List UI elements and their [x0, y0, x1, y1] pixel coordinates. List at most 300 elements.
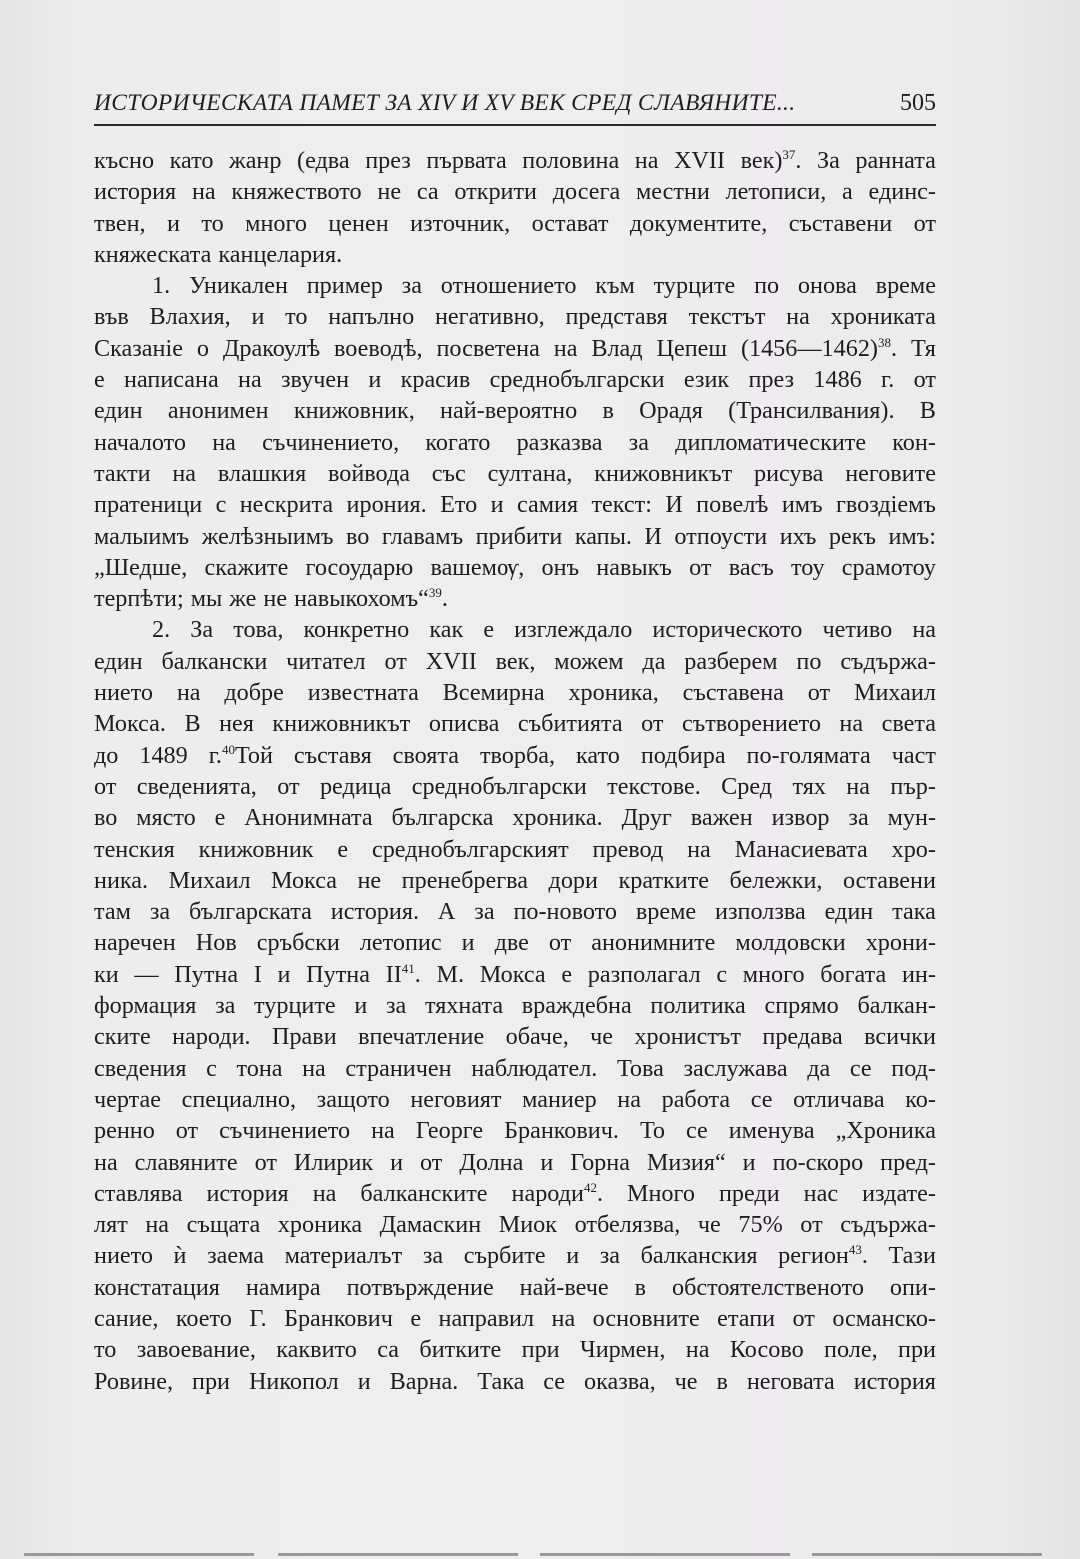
- word: по: [754, 272, 780, 300]
- word: за: [848, 804, 869, 832]
- word: спрямо: [764, 992, 839, 1020]
- text-line: [94, 740, 936, 771]
- word: бележки,: [729, 866, 823, 894]
- word: васъ: [728, 553, 774, 581]
- word: мун-: [887, 804, 936, 832]
- word: половина: [522, 147, 620, 174]
- word: на: [212, 428, 236, 456]
- text-line: [94, 1053, 936, 1084]
- word: анонимните: [591, 929, 716, 957]
- word: преди: [718, 1179, 780, 1207]
- text-line: [94, 489, 936, 520]
- text-line: [94, 1209, 936, 1240]
- word: 1489: [139, 741, 188, 769]
- word: посветена: [436, 334, 540, 362]
- word: Тази: [888, 1242, 936, 1270]
- word: на: [786, 303, 810, 331]
- word: под-: [891, 1054, 936, 1082]
- word: имъ:: [888, 522, 936, 550]
- word: много: [742, 960, 805, 988]
- word: Сказаніе: [94, 334, 183, 362]
- word: малыимъ: [94, 522, 190, 550]
- word: нието: [94, 1242, 153, 1270]
- word: Косово: [729, 1336, 804, 1364]
- word: сание,: [94, 1304, 159, 1332]
- word: хрони-: [865, 929, 936, 957]
- word: материалът: [284, 1242, 403, 1270]
- word: (Трансилвания).: [728, 397, 895, 425]
- word: То: [639, 1117, 665, 1145]
- word: Мокса: [271, 866, 337, 894]
- word: неговата: [746, 1367, 835, 1395]
- word: историческото: [652, 616, 803, 644]
- word: и: [368, 366, 382, 394]
- word: извор: [771, 804, 830, 832]
- word: констатация: [94, 1273, 220, 1301]
- word: В: [184, 710, 201, 738]
- word: самия: [516, 491, 579, 519]
- word: се: [849, 1054, 872, 1082]
- word: Дамаскин: [379, 1211, 482, 1239]
- word: Долна: [459, 1148, 524, 1176]
- word: кон-: [892, 428, 936, 456]
- word: Уникален: [188, 272, 288, 300]
- word: съставя: [293, 741, 372, 769]
- word: съчинението,: [262, 428, 400, 456]
- word: чертае: [94, 1085, 162, 1113]
- word: на: [176, 679, 201, 707]
- word: единс-: [868, 178, 936, 206]
- word: пър-: [890, 772, 936, 800]
- word: формация: [94, 992, 197, 1020]
- word: не: [377, 178, 402, 206]
- word: заслужава: [683, 1054, 788, 1082]
- text-line: [94, 1366, 936, 1397]
- body-text: [94, 145, 936, 1397]
- word: неговият: [410, 1085, 502, 1113]
- footnote-ref: 42: [583, 1179, 597, 1195]
- word: Путна: [306, 960, 370, 988]
- word: тях: [792, 772, 826, 800]
- word: история: [94, 178, 177, 206]
- word: дори: [548, 866, 598, 894]
- word: намира: [245, 1273, 321, 1301]
- word: регион$^{43}$.: [778, 1242, 868, 1270]
- word: от: [641, 710, 664, 738]
- word: обаче,: [505, 1023, 569, 1051]
- word: от: [913, 209, 936, 237]
- word: ѝ: [173, 1242, 187, 1270]
- word: политика: [650, 992, 746, 1020]
- text-line: [94, 1240, 936, 1271]
- word: Горна: [570, 1148, 630, 1176]
- word: воеводѣ,: [334, 334, 423, 362]
- word: ренно: [94, 1117, 155, 1145]
- word: Манасиевата: [734, 835, 868, 863]
- word: написана: [124, 366, 219, 394]
- word: ставлява: [94, 1179, 183, 1207]
- word: за: [628, 428, 649, 456]
- word: за: [385, 992, 407, 1020]
- word: заема: [207, 1242, 264, 1270]
- word: (1456—1462)$^{38}$.: [740, 334, 898, 362]
- word: история: [206, 1179, 289, 1207]
- word: навыкохомъ“$^{39}$.: [294, 585, 448, 613]
- word: а: [842, 178, 853, 206]
- word: ските: [94, 1023, 151, 1051]
- scan-edge-rule: [812, 1553, 1042, 1556]
- word: използва: [715, 898, 806, 926]
- word: за: [215, 992, 236, 1020]
- word: „Хроника: [835, 1117, 936, 1145]
- word: каквито: [276, 1336, 357, 1364]
- word: пренебрегва: [401, 866, 529, 894]
- word: ранната: [855, 147, 936, 174]
- word: Чирмен,: [579, 1336, 666, 1364]
- word: войвода: [328, 459, 410, 487]
- text-line: [94, 176, 936, 207]
- word: хроника,: [568, 679, 659, 707]
- word: Всемирна: [442, 679, 545, 707]
- word: остават: [531, 209, 609, 237]
- word: главамъ: [381, 522, 464, 550]
- text-line: [94, 834, 936, 865]
- word: отношението: [440, 272, 577, 300]
- text-line: [94, 239, 936, 270]
- word: и: [357, 1367, 371, 1395]
- word: хрониката: [830, 303, 936, 331]
- word: на: [238, 366, 262, 394]
- word: век,: [495, 647, 536, 675]
- word: сръбски: [256, 929, 340, 957]
- word: во: [346, 522, 370, 550]
- word: неговите: [845, 459, 936, 487]
- word: история.: [330, 898, 420, 926]
- word: съдържа-: [840, 647, 936, 675]
- word: наблюдател.: [471, 1054, 598, 1082]
- word: пратеници: [94, 491, 203, 519]
- word: I: [253, 960, 262, 988]
- word: такти: [94, 459, 151, 487]
- word: от: [420, 1148, 443, 1176]
- word: във: [94, 303, 129, 331]
- word: канцелария.: [218, 240, 343, 268]
- word: нескрита: [239, 491, 334, 519]
- page-number: 505: [900, 90, 936, 116]
- word: работа: [661, 1085, 731, 1113]
- word: маниер: [522, 1085, 597, 1113]
- word: до: [94, 741, 119, 769]
- word: гвоздіемъ: [835, 491, 936, 519]
- word: рекъ: [828, 522, 876, 550]
- word: и: [167, 209, 180, 237]
- text-line: [94, 1115, 936, 1146]
- word: ко-: [905, 1085, 936, 1113]
- word: място: [136, 804, 196, 832]
- word: мы: [190, 585, 223, 613]
- word: балканския: [640, 1242, 758, 1270]
- word: че: [674, 1367, 698, 1395]
- word: нея: [219, 710, 254, 738]
- word: местни: [635, 178, 710, 206]
- word: —: [134, 960, 159, 988]
- word: от: [94, 772, 117, 800]
- word: именува: [728, 1117, 815, 1145]
- word: за: [149, 898, 171, 926]
- word: българска: [391, 804, 494, 832]
- word: навыкъ: [596, 553, 672, 581]
- word: хронистът: [634, 1023, 741, 1051]
- word: балкан-: [857, 992, 936, 1020]
- word: впечатление: [358, 1023, 485, 1051]
- word: во: [94, 804, 118, 832]
- word: оказва,: [584, 1367, 656, 1395]
- word: да: [642, 647, 666, 675]
- word: И: [665, 491, 683, 519]
- word: Така: [477, 1367, 525, 1395]
- word: А: [437, 898, 456, 926]
- word: Георге: [415, 1117, 484, 1145]
- text-line: [94, 865, 936, 896]
- word: досега: [552, 178, 621, 206]
- word: представя: [565, 303, 668, 331]
- word: среднобългарски: [411, 772, 587, 800]
- word: важен: [690, 804, 753, 832]
- word: съставени: [788, 209, 893, 237]
- word: 1486: [813, 366, 862, 394]
- word: на: [371, 1117, 395, 1145]
- word: един: [94, 397, 143, 425]
- word: (едва: [297, 147, 350, 174]
- word: читател: [286, 647, 366, 675]
- word: от: [800, 1211, 823, 1239]
- word: книжовник,: [293, 397, 415, 425]
- word: на: [912, 616, 936, 644]
- word: как: [429, 616, 464, 644]
- word: събитията: [517, 710, 623, 738]
- page-header: [94, 80, 936, 126]
- word: анонимен: [167, 397, 269, 425]
- word: от: [175, 1117, 199, 1145]
- word: турците: [653, 272, 736, 300]
- word: Цепеш: [656, 334, 728, 362]
- word: 75%: [738, 1211, 783, 1239]
- text-line: [94, 614, 936, 645]
- word: Това: [616, 1054, 664, 1082]
- word: капы.: [574, 522, 632, 550]
- word: Прави: [272, 1023, 337, 1051]
- word: че: [590, 1023, 614, 1051]
- word: за: [422, 1242, 444, 1270]
- text-line: [94, 677, 936, 708]
- word: по-голямата: [746, 741, 871, 769]
- word: да: [807, 1054, 831, 1082]
- word: тоу: [791, 553, 825, 581]
- word: ника.: [94, 866, 149, 894]
- word: битките: [419, 1336, 502, 1364]
- text-line: [94, 1303, 936, 1334]
- word: на: [839, 710, 864, 738]
- word: враждебна: [521, 992, 632, 1020]
- footnote-ref: 37: [782, 146, 796, 162]
- word: лят: [94, 1211, 128, 1239]
- word: оставени: [842, 866, 936, 894]
- word: Мизия“: [646, 1148, 726, 1176]
- word: срамотоу: [841, 553, 936, 581]
- word: Бранкович.: [504, 1117, 619, 1145]
- word: език: [683, 366, 730, 394]
- footnote-ref: 39: [428, 585, 442, 601]
- word: в: [634, 1273, 647, 1301]
- word: за: [401, 272, 422, 300]
- text-line: [94, 1272, 936, 1303]
- word: книжовникът: [594, 459, 733, 487]
- word: Варна.: [389, 1367, 459, 1395]
- word: хроника: [277, 1211, 363, 1239]
- word: среднобългарски: [489, 366, 665, 394]
- word: и: [540, 1148, 554, 1176]
- word: две: [494, 929, 529, 957]
- word: че: [697, 1211, 721, 1239]
- footnote-ref: 40: [221, 741, 235, 757]
- word: В: [919, 397, 936, 425]
- word: подбира: [640, 741, 726, 769]
- word: текст:: [591, 491, 652, 519]
- word: съчинението: [219, 1117, 351, 1145]
- word: на: [145, 1211, 170, 1239]
- word: Нов: [195, 929, 237, 957]
- word: поле,: [824, 1336, 878, 1364]
- word: Илирик: [293, 1148, 374, 1176]
- word: за: [474, 898, 495, 926]
- word: там: [94, 898, 131, 926]
- word: влашкия: [217, 459, 307, 487]
- word: всички: [864, 1023, 936, 1051]
- word: специално,: [181, 1085, 297, 1113]
- word: тенския: [94, 835, 175, 863]
- word: М.: [436, 960, 465, 988]
- word: своята: [392, 741, 460, 769]
- text-line: [94, 208, 936, 239]
- word: описва: [428, 710, 500, 738]
- footnote-ref: 43: [848, 1242, 862, 1258]
- word: предава: [762, 1023, 843, 1051]
- word: на: [685, 1336, 710, 1364]
- word: среднобългарският: [371, 835, 569, 863]
- word: XVII: [425, 647, 477, 675]
- word: което: [175, 1304, 232, 1332]
- word: етапи: [717, 1304, 776, 1332]
- word: и: [251, 303, 265, 331]
- running-title: ИСТОРИЧЕСКАТА ПАМЕТ ЗА XIV И XV ВЕК СРЕД СЛАВЯНИТЕ...: [94, 90, 796, 116]
- word: най-вече: [519, 1273, 609, 1301]
- word: XVII: [674, 147, 726, 174]
- word: творба,: [479, 741, 556, 769]
- word: източник,: [410, 209, 511, 237]
- word: разберем: [684, 647, 778, 675]
- word: о: [196, 334, 209, 362]
- text-line: [94, 301, 936, 332]
- word: княжеската: [94, 240, 212, 268]
- word: Михаил: [168, 866, 251, 894]
- word: то: [285, 303, 308, 331]
- word: време: [875, 272, 936, 300]
- word: са: [377, 1336, 400, 1364]
- word: тяхната: [424, 992, 504, 1020]
- word: ки: [94, 960, 119, 988]
- word: жанр: [228, 147, 282, 174]
- word: народи.: [172, 1023, 251, 1051]
- word: султана,: [487, 459, 573, 487]
- word: известната: [307, 679, 419, 707]
- word: от: [384, 647, 407, 675]
- text-line: [94, 1021, 936, 1052]
- word: кратките: [618, 866, 709, 894]
- word: на: [172, 459, 197, 487]
- word: редица: [319, 772, 392, 800]
- word: не: [357, 866, 382, 894]
- word: И: [644, 522, 662, 550]
- word: ихъ: [779, 522, 817, 550]
- word: е: [410, 1304, 422, 1332]
- text-line: [94, 1334, 936, 1365]
- word: „Шедше,: [94, 553, 188, 581]
- word: и: [461, 929, 475, 957]
- word: Друг: [621, 804, 672, 832]
- word: Путна: [174, 960, 239, 988]
- word: отличава: [793, 1085, 885, 1113]
- word: с: [215, 491, 227, 519]
- word: това,: [233, 616, 284, 644]
- word: княжеството: [231, 178, 362, 206]
- word: се: [543, 1367, 566, 1395]
- word: разполагал: [587, 960, 701, 988]
- word: на: [191, 178, 216, 206]
- word: красив: [400, 366, 471, 394]
- word: Ровине,: [94, 1367, 174, 1395]
- word: на: [634, 147, 659, 174]
- word: изглеждало: [514, 616, 633, 644]
- text-line: [94, 959, 936, 990]
- word: книжовник: [198, 835, 314, 863]
- word: нас: [803, 1179, 839, 1207]
- text-line: [94, 458, 936, 489]
- word: българската: [189, 898, 312, 926]
- word: вашемѹ,: [430, 553, 525, 581]
- word: началото: [94, 428, 187, 456]
- text-line: [94, 145, 936, 176]
- word: за: [599, 1242, 621, 1270]
- word: За: [190, 616, 214, 644]
- word: от: [792, 1304, 815, 1332]
- word: не: [263, 585, 288, 613]
- text-line: [94, 1147, 936, 1178]
- word: Бранкович: [284, 1304, 393, 1332]
- word: със: [431, 459, 466, 487]
- word: можем: [554, 647, 624, 675]
- word: и: [566, 1242, 580, 1270]
- word: е: [337, 835, 349, 863]
- word: света: [881, 710, 936, 738]
- word: повелѣ: [696, 491, 769, 519]
- word: рисува: [754, 459, 824, 487]
- word: на: [553, 334, 578, 362]
- word: и: [277, 960, 291, 988]
- word: при: [898, 1336, 936, 1364]
- text-line: [94, 333, 936, 364]
- word: един: [94, 647, 143, 675]
- word: сърбите: [463, 1242, 546, 1270]
